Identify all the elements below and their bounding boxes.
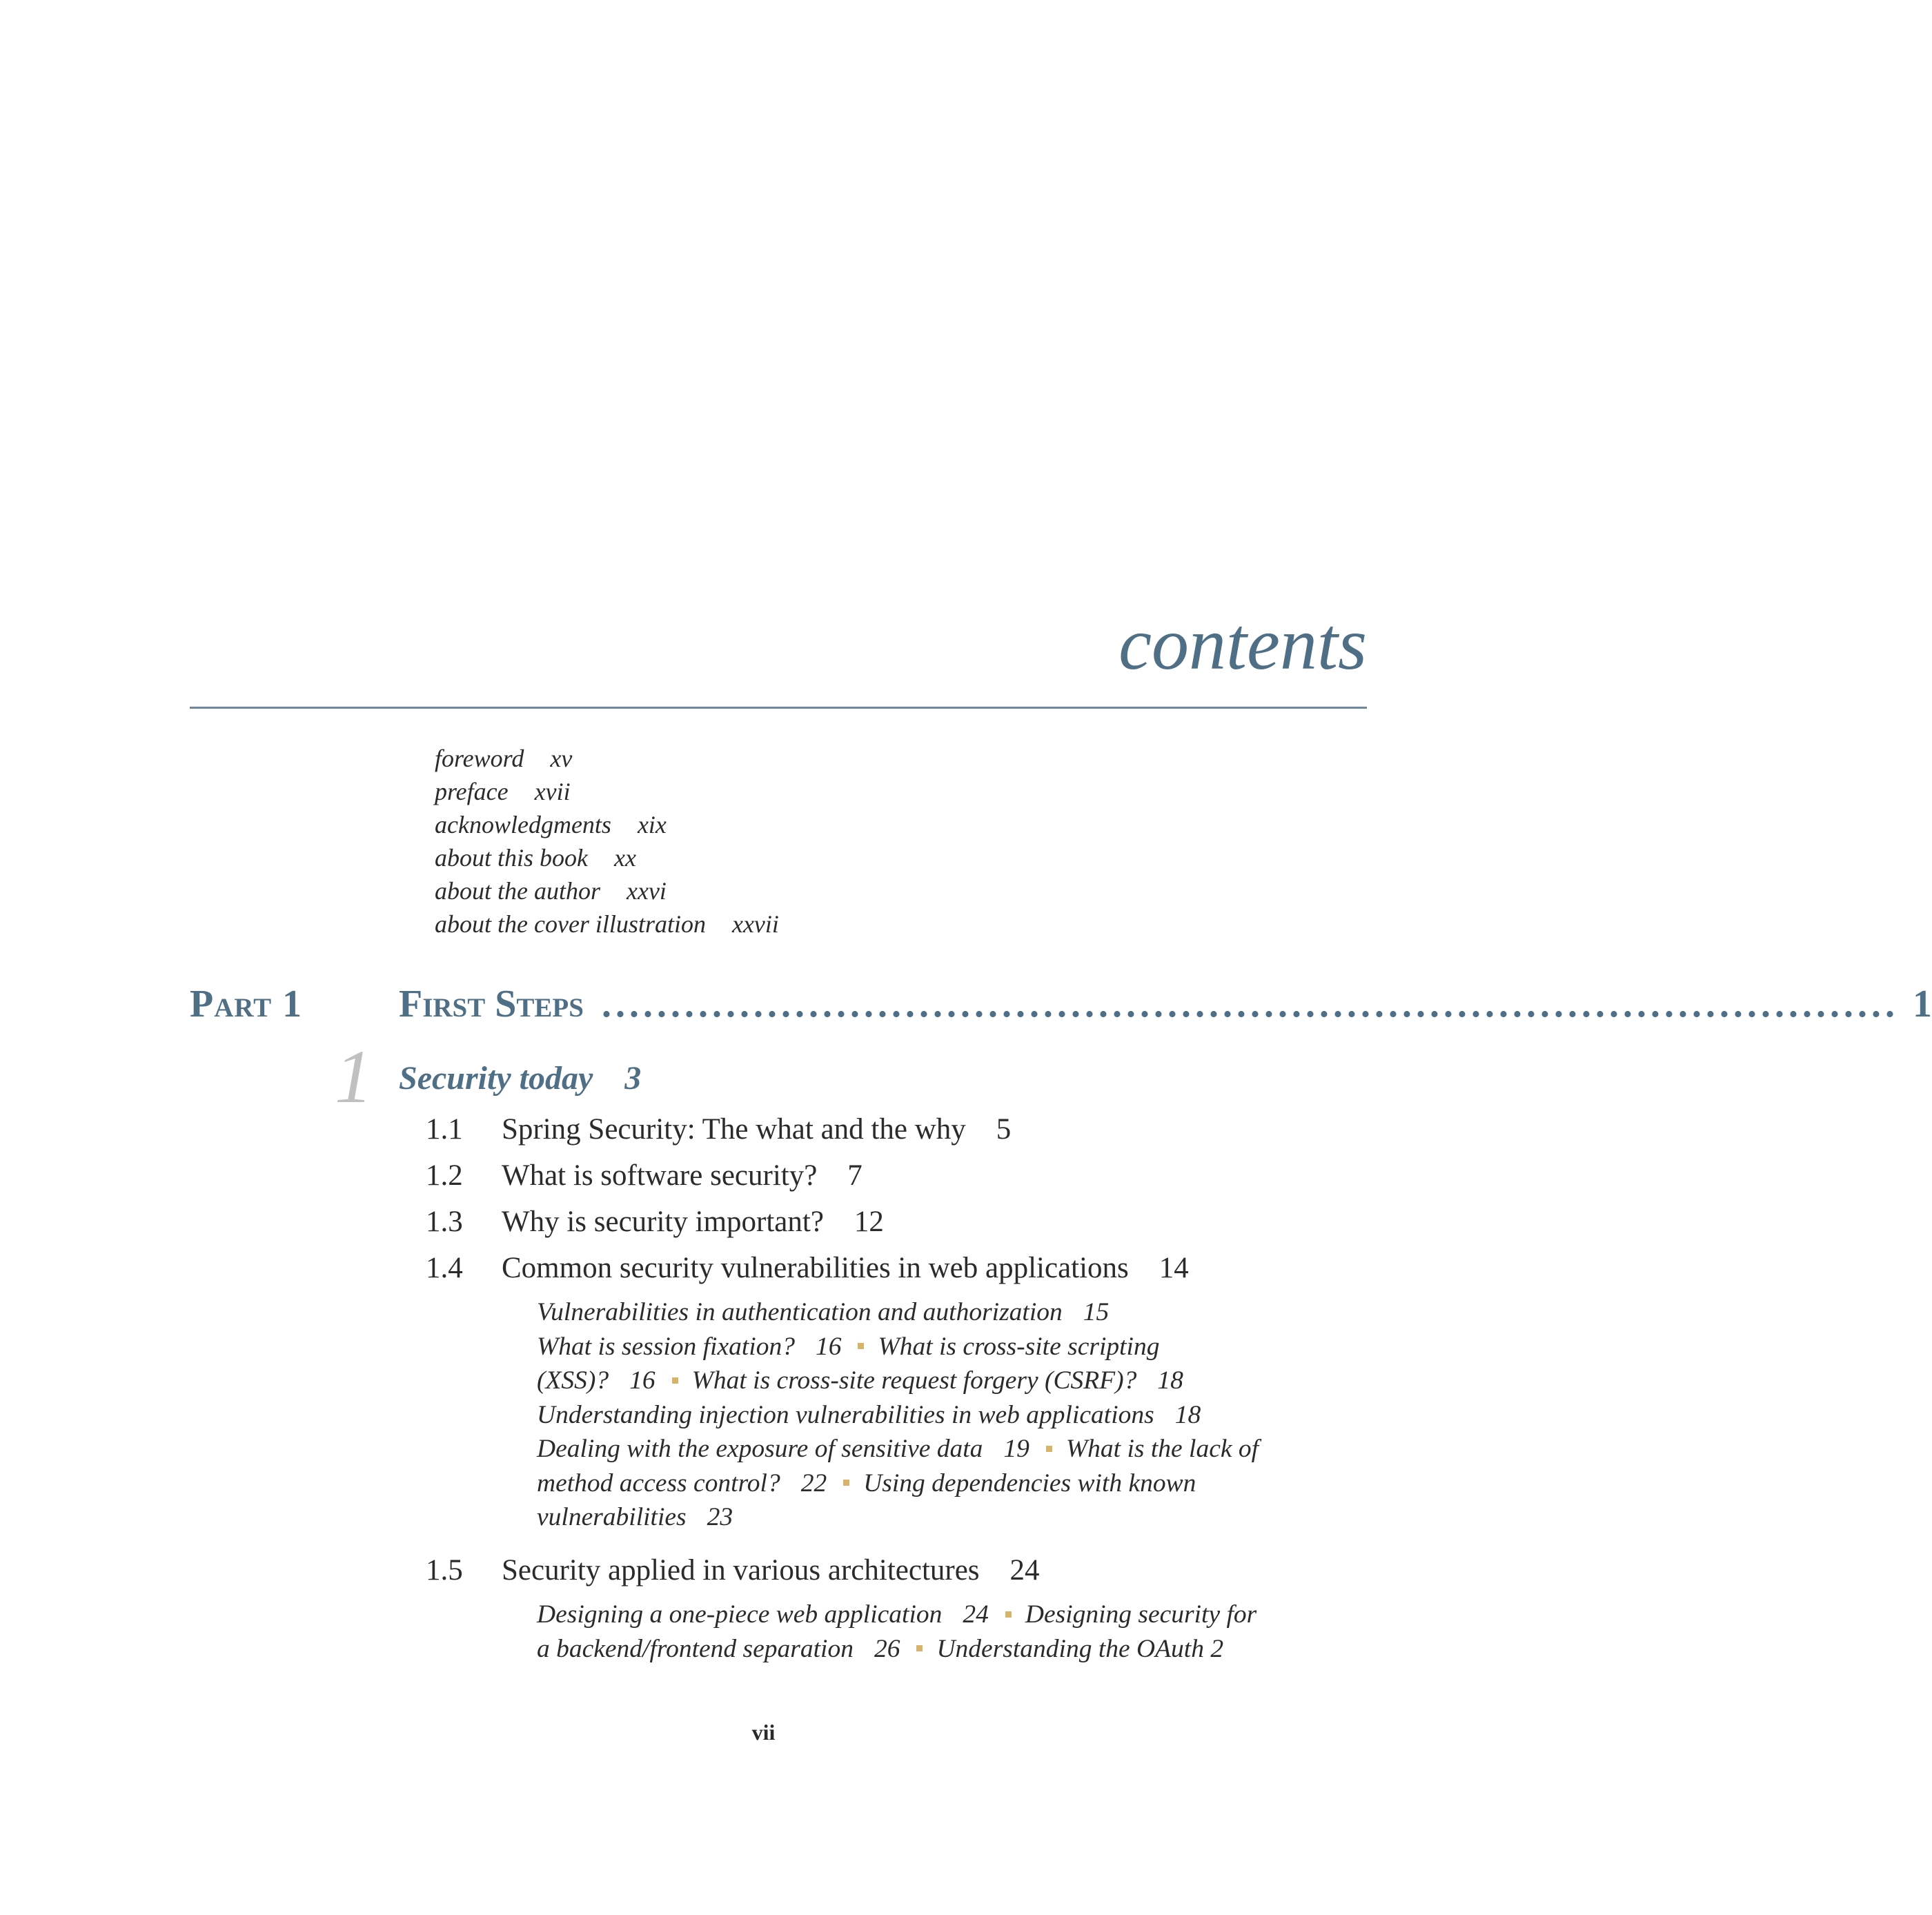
- section-number: 1.1: [426, 1113, 463, 1146]
- front-matter-label: preface: [435, 778, 509, 805]
- subsection-page: 19: [1003, 1435, 1029, 1463]
- front-matter-label: foreword: [435, 745, 524, 772]
- section-title: What is software security?: [502, 1159, 818, 1192]
- part-label: Part 1: [190, 983, 303, 1025]
- front-matter-item[interactable]: [435, 841, 779, 874]
- part-entry[interactable]: [399, 982, 1932, 1026]
- subsection-line[interactable]: [537, 1466, 1259, 1501]
- subsection-title: a backend/frontend separation: [537, 1634, 854, 1663]
- subsection-line[interactable]: [537, 1632, 1256, 1667]
- bullet-icon: [1046, 1446, 1052, 1452]
- subsection-title: What is cross-site request forgery (CSRF)?: [691, 1366, 1137, 1395]
- section-page: 24: [1009, 1554, 1040, 1587]
- front-matter-page: xxvi: [627, 877, 667, 905]
- front-matter-list: [435, 742, 779, 941]
- subsection-title: Using dependencies with known: [863, 1469, 1196, 1497]
- subsection-title: Understanding injection vulnerabilities in web applications: [537, 1400, 1154, 1429]
- section-page: 14: [1159, 1252, 1189, 1284]
- subsection-line[interactable]: [537, 1330, 1259, 1364]
- bullet-icon: [843, 1480, 849, 1486]
- section-title: Security applied in various architectures: [502, 1554, 980, 1587]
- subsection-list: [537, 1598, 1256, 1666]
- subsection-page: 18: [1157, 1366, 1183, 1395]
- subsection-line[interactable]: [537, 1398, 1259, 1433]
- subsection-line[interactable]: [537, 1295, 1259, 1330]
- subsection-title: What is cross-site scripting: [878, 1332, 1160, 1361]
- subsection-title: Designing a one-piece web application: [537, 1600, 943, 1629]
- section-number: 1.3: [426, 1206, 463, 1238]
- subsection-title: Vulnerabilities in authentication and authorization: [537, 1298, 1063, 1326]
- front-matter-item[interactable]: [435, 874, 779, 907]
- subsection-page: 16: [815, 1332, 842, 1361]
- section-title: Spring Security: The what and the why: [502, 1113, 966, 1146]
- subsection-title: What is session fixation?: [537, 1332, 795, 1361]
- section-entry[interactable]: [426, 1251, 1189, 1285]
- part-title: First Steps: [399, 983, 584, 1025]
- section-number: 1.4: [426, 1252, 463, 1284]
- subsection-title: Dealing with the exposure of sensitive data: [537, 1435, 983, 1463]
- subsection-title: vulnerabilities: [537, 1503, 687, 1531]
- subsection-page: 23: [707, 1503, 733, 1531]
- section-number: 1.2: [426, 1159, 463, 1192]
- subsection-page: 16: [629, 1366, 656, 1395]
- front-matter-label: about the author: [435, 877, 600, 905]
- front-matter-page: xv: [550, 745, 573, 772]
- bullet-icon: [858, 1343, 864, 1349]
- front-matter-page: xx: [614, 844, 636, 872]
- page-number: vii: [751, 1720, 776, 1745]
- subsection-title: method access control?: [537, 1469, 780, 1497]
- chapter-number: 1: [335, 1034, 373, 1119]
- front-matter-item[interactable]: [435, 742, 779, 775]
- subsection-title: Designing security for: [1025, 1600, 1257, 1629]
- bullet-icon: [916, 1645, 923, 1651]
- subsection-line[interactable]: [537, 1598, 1256, 1632]
- section-title: Why is security important?: [502, 1206, 824, 1238]
- section-page: 5: [996, 1113, 1012, 1146]
- section-title: Common security vulnerabilities in web applications: [502, 1252, 1129, 1284]
- section-entry[interactable]: [426, 1159, 862, 1192]
- section-page: 7: [847, 1159, 862, 1192]
- front-matter-label: about this book: [435, 844, 588, 872]
- section-entry[interactable]: [426, 1553, 1040, 1587]
- front-matter-page: xix: [637, 811, 667, 838]
- chapter-page: 3: [624, 1060, 642, 1097]
- subsection-title: What is the lack of: [1065, 1435, 1259, 1463]
- section-number: 1.5: [426, 1554, 463, 1587]
- section-page: 12: [854, 1206, 884, 1238]
- leader-dots: ..............................................................................................: [601, 983, 1899, 1025]
- subsection-title: (XSS)?: [537, 1366, 609, 1395]
- subsection-line[interactable]: [537, 1364, 1259, 1398]
- title-rule: [190, 707, 1367, 709]
- section-entry[interactable]: [426, 1205, 884, 1239]
- section-entry[interactable]: [426, 1112, 1011, 1146]
- bullet-icon: [1005, 1611, 1012, 1618]
- bullet-icon: [672, 1377, 678, 1384]
- front-matter-item[interactable]: [435, 907, 779, 941]
- subsection-page: 26: [874, 1634, 900, 1663]
- page-title: contents: [1118, 603, 1367, 685]
- front-matter-item[interactable]: [435, 808, 779, 841]
- chapter-entry[interactable]: [399, 1059, 641, 1097]
- front-matter-label: about the cover illustration: [435, 910, 706, 938]
- subsection-title: Understanding the OAuth 2: [936, 1634, 1224, 1663]
- front-matter-label: acknowledgments: [435, 811, 611, 838]
- front-matter-page: xxvii: [731, 910, 779, 938]
- subsection-page: 24: [963, 1600, 989, 1629]
- front-matter-item[interactable]: [435, 775, 779, 808]
- subsection-page: 15: [1083, 1298, 1110, 1326]
- chapter-title: Security today: [399, 1060, 593, 1097]
- subsection-line[interactable]: [537, 1500, 1259, 1535]
- part-page: 1: [1912, 983, 1932, 1025]
- subsection-page: 18: [1174, 1400, 1201, 1429]
- subsection-page: 22: [800, 1469, 827, 1497]
- subsection-list: [537, 1295, 1259, 1535]
- front-matter-page: xvii: [534, 778, 571, 805]
- subsection-line[interactable]: [537, 1432, 1259, 1466]
